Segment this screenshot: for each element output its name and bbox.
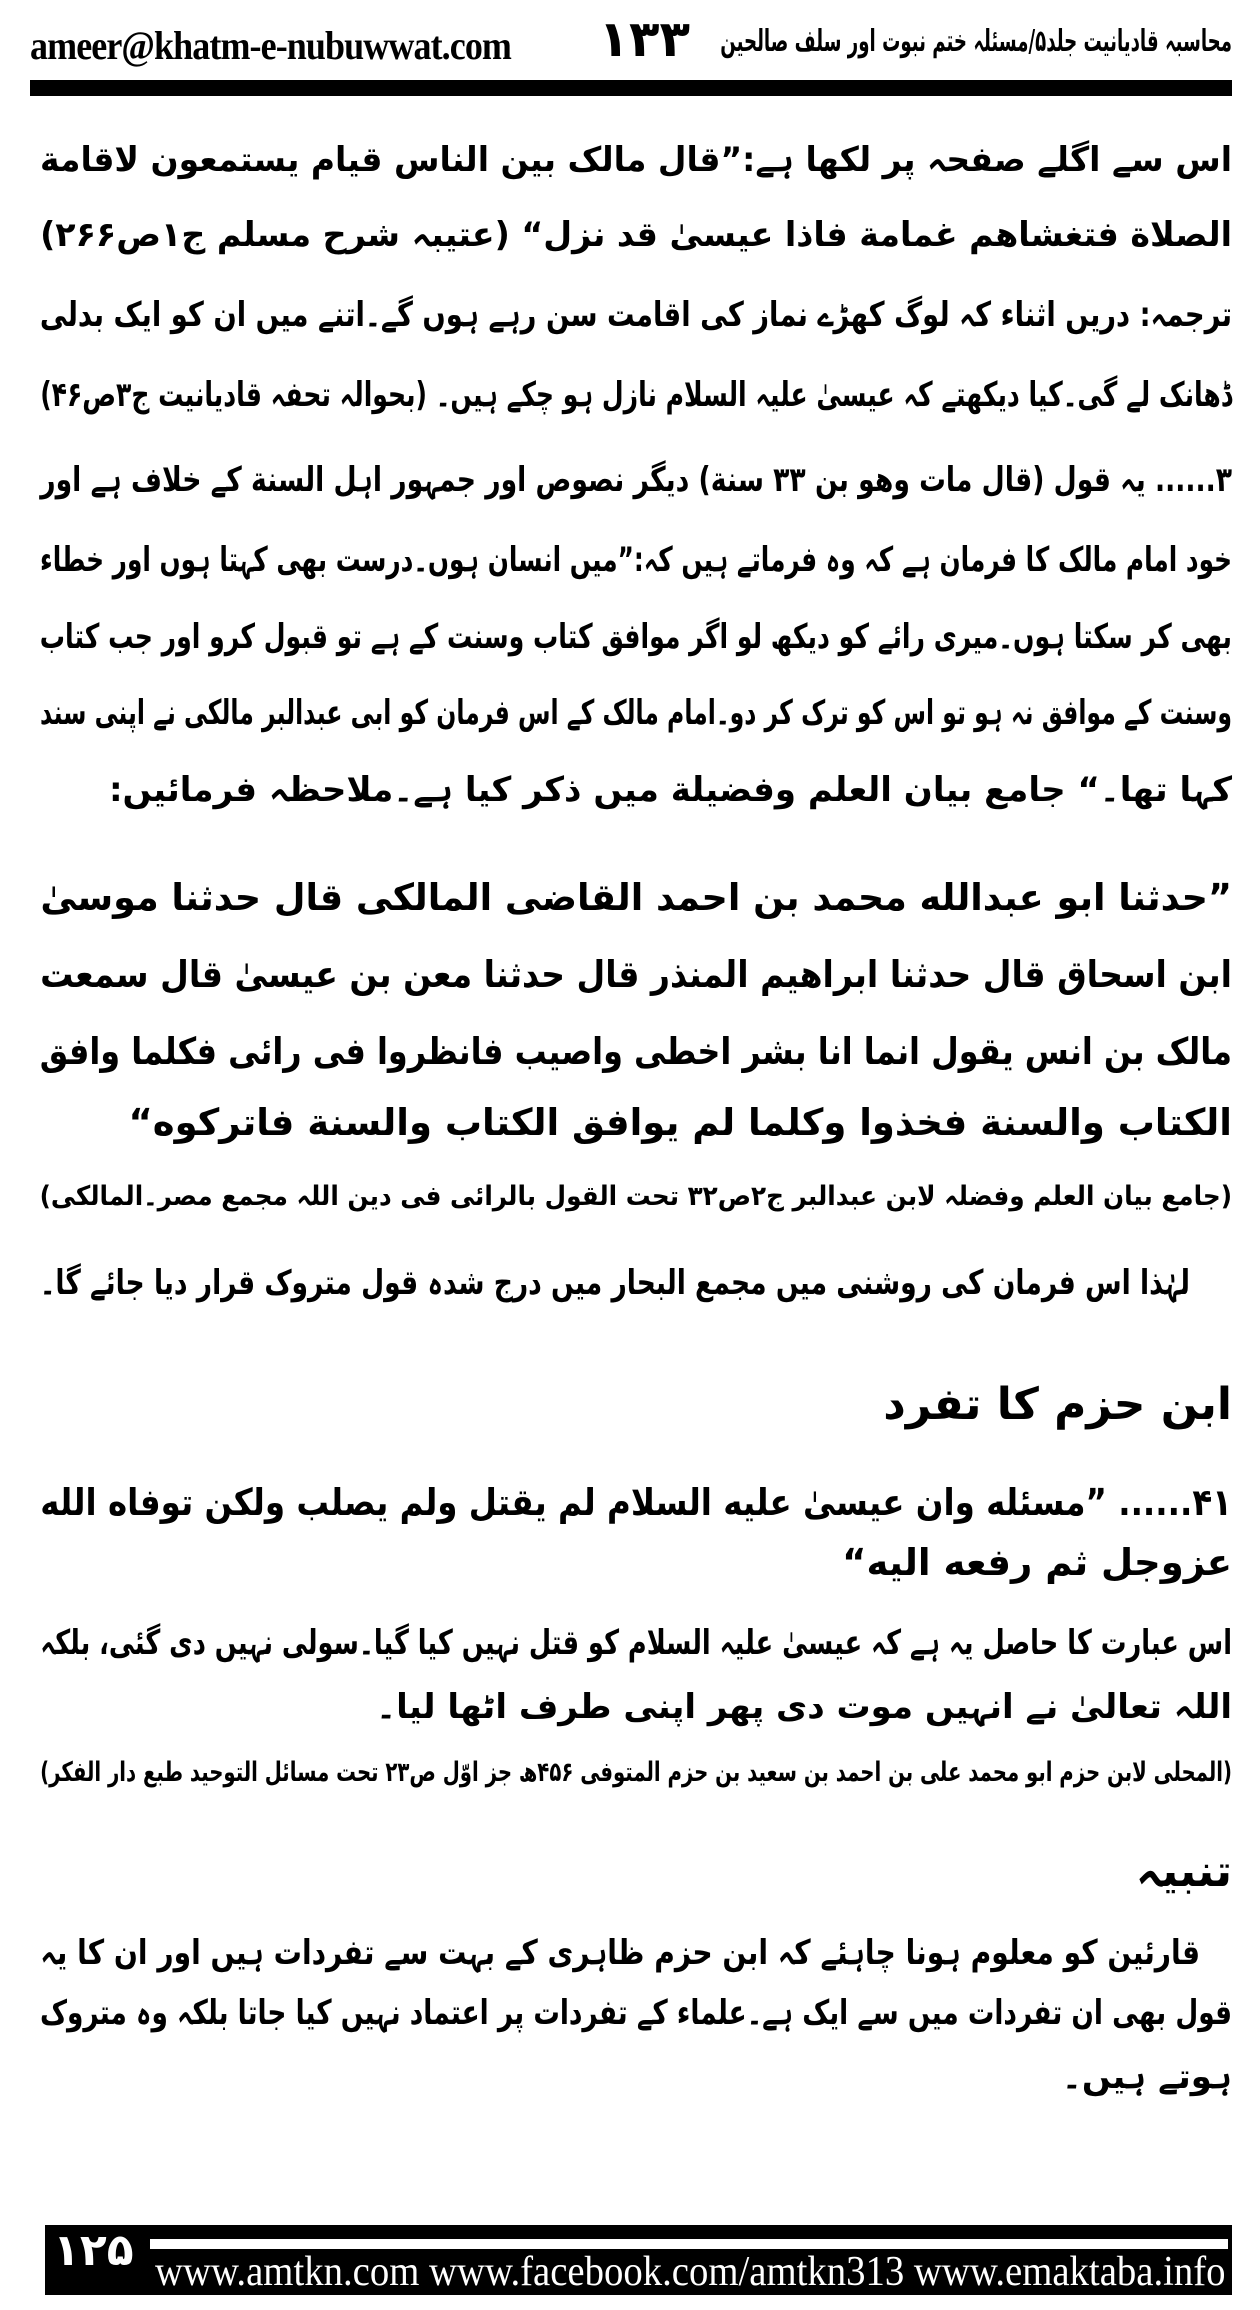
text-line: اللہ تعالیٰ نے انہیں موت دی پھر اپنی طرف اٹھا لیا۔ — [376, 1687, 1232, 1727]
text-line: قول بھی ان تفردات میں سے ایک ہے۔علماء کے تفردات پر اعتماد نہیں کیا جاتا بلکہ وہ متروک — [39, 1993, 1233, 2033]
header-email: ameer@khatm-e-nubuwwat.com — [30, 23, 512, 68]
page-footer — [45, 2225, 1232, 2295]
footer-strip — [150, 2239, 1228, 2249]
quote-line: ۴۱...... ”مسئله وان عیسیٰ علیه السلام لم یقتل ولم یصلب ولکن توفاه الله — [40, 1481, 1232, 1524]
quote-line: عزوجل ثم رفعه الیه“ — [842, 1541, 1232, 1584]
citation: (المحلی لابن حزم ابو محمد علی بن احمد بن سعید بن حزم المتوفی ۴۵۶ھ جز اوّل ص۲۳ تحت مسائل التوحید طبع دار الفکر) — [40, 1757, 1232, 1788]
header-book-title: محاسبہ قادیانیت جلد۵/مسئلہ ختم نبوت اور سلف صالحین — [720, 24, 1232, 59]
text-line: اس سے اگلے صفحہ پر لکھا ہے:”قال مالک بین الناس قیام یستمعون لاقامة — [40, 140, 1233, 180]
text-line: قارئین کو معلوم ہونا چاہئے کہ ابن حزم ظاہری کے بہت سے تفردات ہیں اور ان کا یہ — [40, 1933, 1200, 1973]
text-line: کہا تھا۔“ جامع بیان العلم وفضیلة میں ذکر کیا ہے۔ملاحظہ فرمائیں: — [108, 770, 1232, 810]
text-line: خود امام مالک کا فرمان ہے کہ وہ فرماتے ہیں کہ:”میں انسان ہوں۔درست بھی کہتا ہوں اور خطاء — [40, 540, 1232, 580]
text-line: وسنت کے موافق نہ ہو تو اس کو ترک کر دو۔امام مالک کے اس فرمان کو ابی عبدالبر مالکی نے اپنی سند — [40, 693, 1233, 733]
text-line: ہوتے ہیں۔ — [1061, 2057, 1232, 2097]
text-line: الصلاة فتغشاهم غمامة فاذا عیسیٰ قد نزل“ (عتیبہ شرح مسلم ج۱ص۲۶۶) — [40, 215, 1232, 255]
header-page-number: ۱۳۳ — [598, 10, 690, 68]
text-line: ترجمہ: دریں اثناء کہ لوگ کھڑے نماز کی اقامت سن رہے ہوں گے۔اتنے میں ان کو ایک بدلی — [39, 295, 1233, 335]
footer-page-number: ۱۲۵ — [53, 2225, 134, 2276]
text-line: بھی کر سکتا ہوں۔میری رائے کو دیکھ لو اگر موافق کتاب وسنت کے ہے تو قبول کرو اور جب کتاب — [39, 617, 1232, 657]
section-heading: ابن حزم کا تفرد — [883, 1379, 1232, 1430]
header-rule — [30, 80, 1232, 96]
quote-line: مالک بن انس یقول انما انا بشر اخطی واصیب فانظروا فی رائی فکلما وافق — [39, 1030, 1232, 1073]
conclusion-line: لہٰذا اس فرمان کی روشنی میں مجمع البحار میں درج شدہ قول متروک قرار دیا جائے گا۔ — [39, 1263, 1190, 1303]
text-line: ۳...... یہ قول (قال مات وھو بن ۳۳ سنة) دیگر نصوص اور جمہور اہل السنة کے خلاف ہے اور — [40, 460, 1232, 500]
section-heading: تنبیہ — [1135, 1846, 1232, 1897]
text-line: اس عبارت کا حاصل یہ ہے کہ عیسیٰ علیہ السلام کو قتل نہیں کیا گیا۔سولی نہیں دی گئی، بلکہ — [40, 1623, 1233, 1663]
quote-line: ابن اسحاق قال حدثنا ابراهیم المنذر قال حدثنا معن بن عیسیٰ قال سمعت — [40, 953, 1233, 996]
footer-links: www.amtkn.com www.facebook.com/amtkn313 www.emaktaba.info — [155, 2249, 1226, 2295]
quote-line: الکتاب والسنة فخذوا وکلما لم یوافق الکتاب والسنة فاترکوه“ — [128, 1101, 1232, 1144]
citation: (جامع بیان العلم وفضلہ لابن عبدالبر ج۲ص۳۲ تحت القول بالرائی فی دین اللہ مجمع مصر۔المالکی) — [39, 1181, 1232, 1212]
quote-line: ”حدثنا ابو عبدالله محمد بن احمد القاضی المالکی قال حدثنا موسیٰ — [40, 876, 1232, 919]
text-line: ڈھانک لے گی۔کیا دیکھتے کہ عیسیٰ علیہ السلام نازل ہو چکے ہیں۔ (بحوالہ تحفہ قادیانیت ج۳ص۴۶) — [40, 375, 1232, 415]
